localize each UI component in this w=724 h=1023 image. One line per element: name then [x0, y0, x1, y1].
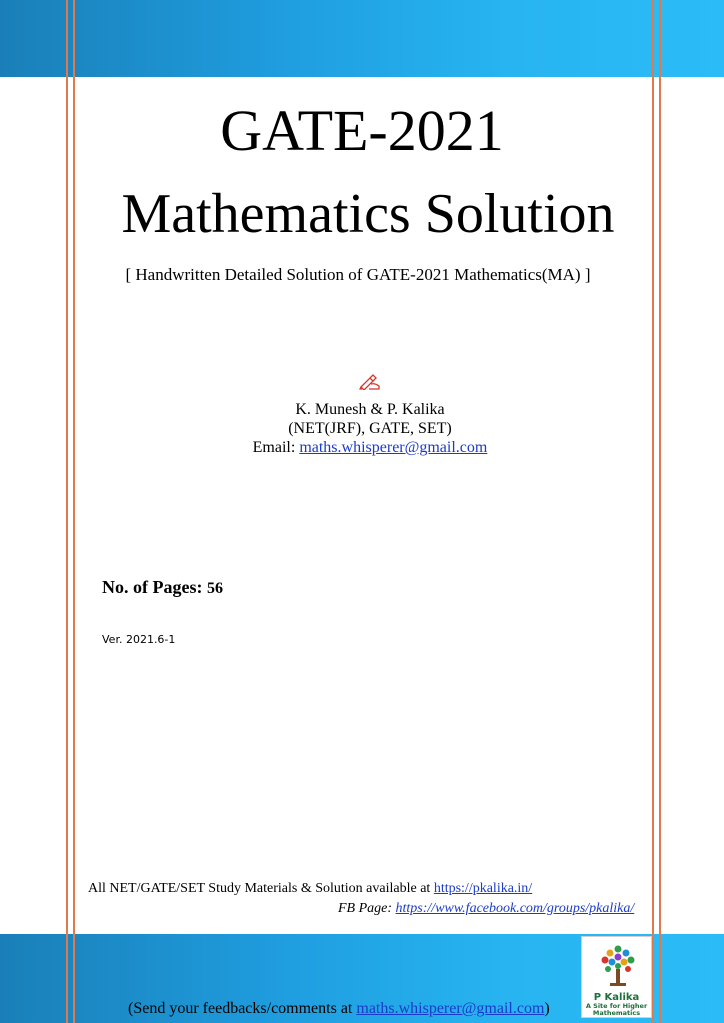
materials-link[interactable]: https://pkalika.in/ — [433, 881, 533, 896]
materials-line — [88, 880, 532, 898]
materials-text: All NET/GATE/SET Study Materials & Solution available at — [88, 881, 431, 896]
title-line-1: GATE-2021 — [220, 98, 504, 163]
logo-tagline-line1: A Site for Higher — [585, 1002, 648, 1010]
page-count — [102, 576, 223, 600]
feedback-line — [128, 999, 550, 1019]
header-band — [0, 0, 724, 77]
version-label: Ver. 2021.6-1 — [102, 633, 176, 646]
writing-hand-icon — [359, 372, 381, 390]
fb-page-link[interactable]: https://www.facebook.com/groups/pkalika/ — [395, 901, 635, 916]
fb-label: FB Page: — [338, 901, 393, 916]
logo-tagline-line2: Mathematics — [592, 1009, 641, 1017]
feedback-suffix: ) — [544, 1000, 550, 1017]
author-block — [0, 400, 724, 457]
email-label: Email: — [252, 439, 296, 456]
author-qualifications: (NET(JRF), GATE, SET) — [288, 420, 452, 437]
feedback-email-link[interactable]: maths.whisperer@gmail.com — [356, 1000, 545, 1017]
author-email-link[interactable]: maths.whisperer@gmail.com — [299, 439, 488, 456]
tree-logo-icon — [600, 943, 636, 989]
title-line-2: Mathematics Solution — [121, 183, 615, 245]
author-names: K. Munesh & P. Kalika — [295, 401, 445, 418]
author-email-line — [0, 438, 724, 457]
logo-tagline — [582, 1003, 651, 1017]
subtitle: [ Handwritten Detailed Solution of GATE-2021 Mathematics(MA) ] — [125, 265, 591, 284]
fb-page-line — [338, 900, 634, 918]
page-count-value: 56 — [206, 580, 223, 597]
logo-name: P Kalika — [593, 992, 640, 1003]
feedback-prefix: (Send your feedbacks/comments at — [128, 1000, 353, 1017]
pkalika-logo[interactable] — [581, 936, 652, 1018]
page-count-label: No. of Pages: — [102, 577, 203, 597]
